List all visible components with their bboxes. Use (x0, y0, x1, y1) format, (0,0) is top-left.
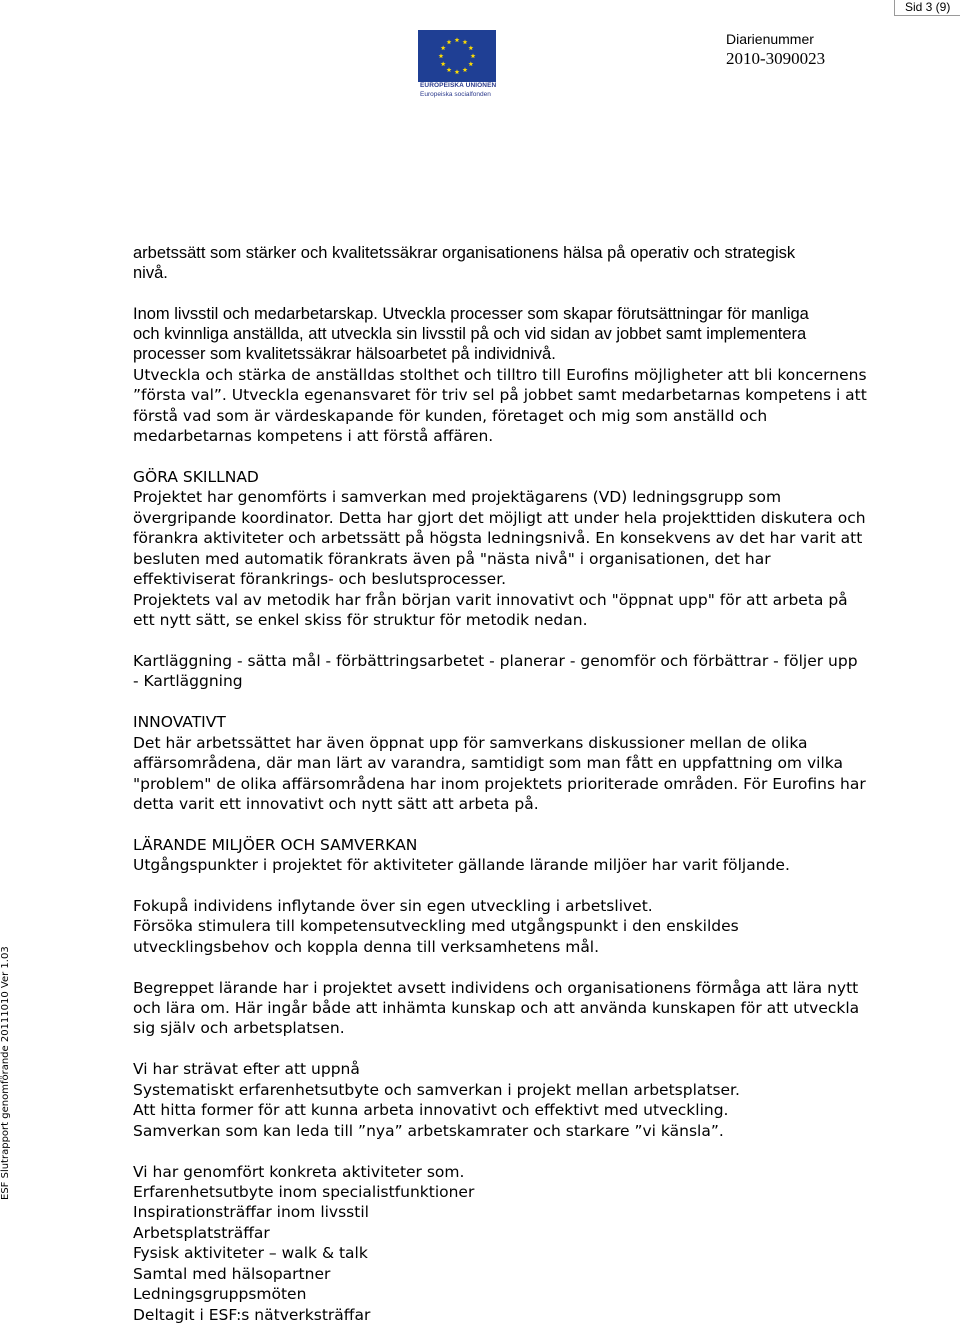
body-line: utvecklingsbehov och koppla denna till verksamhetens mål. (133, 938, 600, 956)
body-line: arbetssätt som stärker och kvalitetssäkrar organisationens hälsa på operativ och strategisk (133, 244, 796, 262)
list-item: Fysisk aktiviteter – walk & talk (133, 1244, 368, 1262)
body-line: Det här arbetssättet har även öppnat upp för samverkans diskussioner mellan de olika (133, 734, 808, 752)
list-item: Arbetsplatsträffar (133, 1224, 270, 1242)
eu-logo (418, 30, 498, 102)
body-line: övergripande koordinator. Detta har gjort det möjligt att under hela projekttiden diskutera och (133, 509, 866, 527)
body-line: Vi har genomfört konkreta aktiviteter som. (133, 1163, 465, 1181)
body-line: ”första val”. Utveckla egenansvaret för triv sel på jobbet samt medarbetarnas kompetens i att (133, 386, 867, 404)
logo-line-2: Europeiska socialfonden (420, 91, 491, 98)
body-line: "problem" de olika affärsområdena har inom projektets prioriterade områden. För Eurofins har (133, 775, 866, 793)
body-line: - Kartläggning (133, 672, 243, 690)
diarie-number: 2010-3090023 (726, 49, 826, 68)
body-line: affärsområdena, där man lärt av varandra, samtidigt som man fått en uppfattning om vilka (133, 754, 843, 772)
list-item: Inspirationsträffar inom livsstil (133, 1203, 369, 1221)
diarie-label: Diarienummer (726, 31, 814, 47)
body-line: och lära om. Här ingår både att inhämta kunskap och att använda kunskapen för att utveckla (133, 999, 860, 1017)
body-line: detta varit ett innovativt och nytt sätt att arbeta på. (133, 795, 539, 813)
list-item: Deltagit i ESF:s nätverksträffar (133, 1306, 371, 1324)
body-line: nivå. (133, 264, 168, 282)
body-line: Begreppet lärande har i projektet avsett individens och organisationens förmåga att lära nytt (133, 979, 859, 997)
body-line: Utveckla och stärka de anställdas stolthet och tilltro till Eurofins möjligheter att bli koncernens (133, 366, 867, 384)
list-item: Erfarenhetsutbyte inom specialistfunktioner (133, 1183, 475, 1201)
section-heading: LÄRANDE MILJÖER OCH SAMVERKAN (133, 836, 418, 854)
body-line: processer som kvalitetssäkrar hälsoarbetet på individnivå. (133, 345, 556, 363)
list-item: Ledningsgruppsmöten (133, 1285, 307, 1303)
body-line: Vi har strävat efter att uppnå (133, 1060, 360, 1078)
section-heading: INNOVATIVT (133, 713, 226, 731)
page-number: Sid 3 (9) (894, 0, 960, 16)
body-line: medarbetarnas kompetens i att förstå affären. (133, 427, 494, 445)
body-line: förankra aktiviteter och arbetssätt på högsta ledningsnivå. En konsekvens av det har varit att (133, 529, 863, 547)
body-line: Försöka stimulera till kompetensutveckling med utgångspunkt i den enskildes (133, 917, 739, 935)
body-line: Projektet har genomförts i samverkan med projektägarens (VD) ledningsgrupp som (133, 488, 782, 506)
eu-flag-icon (418, 30, 496, 82)
body-line: Projektets val av metodik har från början varit innovativt och "öppnat upp" för att arbeta på (133, 591, 848, 609)
body-line: Att hitta former för att kunna arbeta innovativt och effektivt med utveckling. (133, 1101, 729, 1119)
body-line: Kartläggning - sätta mål - förbättringsarbetet - planerar - genomför och förbättrar - följer upp (133, 652, 858, 670)
side-label: ESF Slutrapport genomförande 20111010 Ver 1.03 (0, 946, 11, 1200)
body-line: Fokupå individens inflytande över sin egen utveckling i arbetslivet. (133, 897, 653, 915)
body-line: effektiviserat förankrings- och beslutsprocesser. (133, 570, 507, 588)
logo-line-1: EUROPEISKA UNIONEN (420, 82, 497, 89)
body-line: Systematiskt erfarenhetsutbyte och samverkan i projekt mellan arbetsplatser. (133, 1081, 740, 1099)
section-heading: GÖRA SKILLNAD (133, 468, 259, 486)
body-line: Samverkan som kan leda till ”nya” arbetskamrater och starkare ”vi känsla”. (133, 1122, 724, 1140)
body-line: förstå vad som är värdeskapande för kunden, företaget och mig som anställd och (133, 407, 768, 425)
body-line: sig själv och arbetsplatsen. (133, 1019, 345, 1037)
body-line: ett nytt sätt, se enkel skiss för struktur för metodik nedan. (133, 611, 588, 629)
list-item: Samtal med hälsopartner (133, 1265, 331, 1283)
body-line: och kvinnliga anställda, att utveckla sin livsstil på och vid sidan av jobbet samt implementera (133, 325, 807, 343)
body-line: besluten med automatik förankrats även på "nästa nivå" i organisationen, det har (133, 550, 771, 568)
body-line: Utgångspunkter i projektet för aktiviteter gällande lärande miljöer har varit följande. (133, 856, 790, 874)
body-line: Inom livsstil och medarbetarskap. Utveckla processer som skapar förutsättningar för manliga (133, 305, 809, 323)
